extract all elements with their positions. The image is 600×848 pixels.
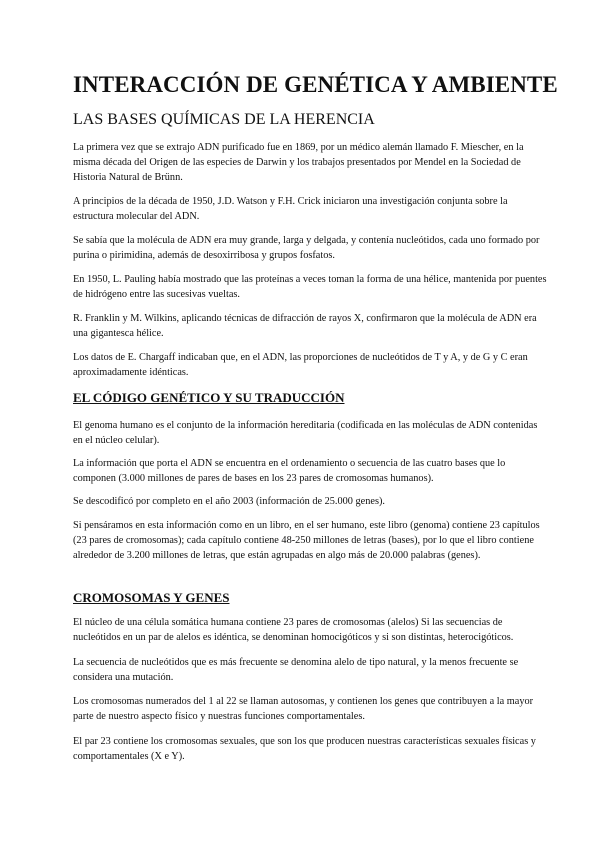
section-heading-bases-quimicas: LAS BASES QUÍMICAS DE LA HERENCIA: [73, 111, 375, 128]
paragraph: R. Franklin y M. Wilkins, aplicando técnicas de difracción de rayos X, confirmaron que la molécula de ADN era una gigantesca hélice.: [73, 313, 537, 339]
paragraph: La información que porta el ADN se encuentra en el ordenamiento o secuencia de las cuatro bases que lo componen (3.000 millones de pares de bases en los 23 pares de cromosomas humanos).: [73, 458, 506, 484]
paragraph: Los cromosomas numerados del 1 al 22 se llaman autosomas, y contienen los genes que contribuyen a la mayor parte de nuestro aspecto físico y nuestras funciones comportamentales.: [73, 696, 534, 722]
paragraph: Se sabía que la molécula de ADN era muy grande, larga y delgada, y contenía nucleótidos, cada uno formado por purina o pirimidina, además de desoxirribosa y grupos fosfatos.: [73, 235, 540, 261]
paragraph: La primera vez que se extrajo ADN purificado fue en 1869, por un médico alemán llamado F. Miescher, en la misma década del Origen de las especies de Darwin y los trabajos presentados por Mendel en la Sociedad de Historia Natural de Brünn.: [73, 142, 524, 183]
paragraph: El par 23 contiene los cromosomas sexuales, que son los que producen nuestras características sexuales físicas y comportamentales (X e Y).: [73, 736, 536, 762]
paragraph: El núcleo de una célula somática humana contiene 23 pares de cromosomas (alelos) Si las secuencias de nucleótidos en un par de alelos es idéntica, se denominan homocigóticos y si son distintas, heterocigóticos.: [73, 617, 514, 643]
section-heading-cromosomas-genes: CROMOSOMAS Y GENES: [73, 590, 230, 605]
section-heading-codigo-genetico: EL CÓDIGO GENÉTICO Y SU TRADUCCIÓN: [73, 390, 345, 405]
paragraph: La secuencia de nucleótidos que es más frecuente se denomina alelo de tipo natural, y la menos frecuente se considera una mutación.: [73, 657, 519, 683]
paragraph: A principios de la década de 1950, J.D. Watson y F.H. Crick iniciaron una investigación conjunta sobre la estructura molecular del ADN.: [73, 196, 508, 222]
paragraph: Si pensáramos en esta información como en un libro, en el ser humano, este libro (genoma) contiene 23 capítulos (23 pares de cromosomas); cada capítulo contiene 48-250 millones de letras (bases), por lo que el libro contiene alrededor de 3.200 millones de letras, que están agrupadas en algo más de 20.000 palabras (genes).: [73, 520, 540, 561]
paragraph: El genoma humano es el conjunto de la información hereditaria (codificada en las moléculas de ADN contenidas en el núcleo celular).: [73, 420, 538, 446]
document-title: INTERACCIÓN DE GENÉTICA Y AMBIENTE: [73, 72, 558, 97]
paragraph: Los datos de E. Chargaff indicaban que, en el ADN, las proporciones de nucleótidos de T y A, y de G y C eran aproximadamente idénticas.: [73, 352, 528, 378]
paragraph: Se descodificó por completo en el año 2003 (información de 25.000 genes).: [73, 496, 385, 507]
paragraph: En 1950, L. Pauling había mostrado que las proteínas a veces toman la forma de una hélice, mantenida por puentes de hidrógeno entre las sucesivas vueltas.: [73, 274, 547, 300]
